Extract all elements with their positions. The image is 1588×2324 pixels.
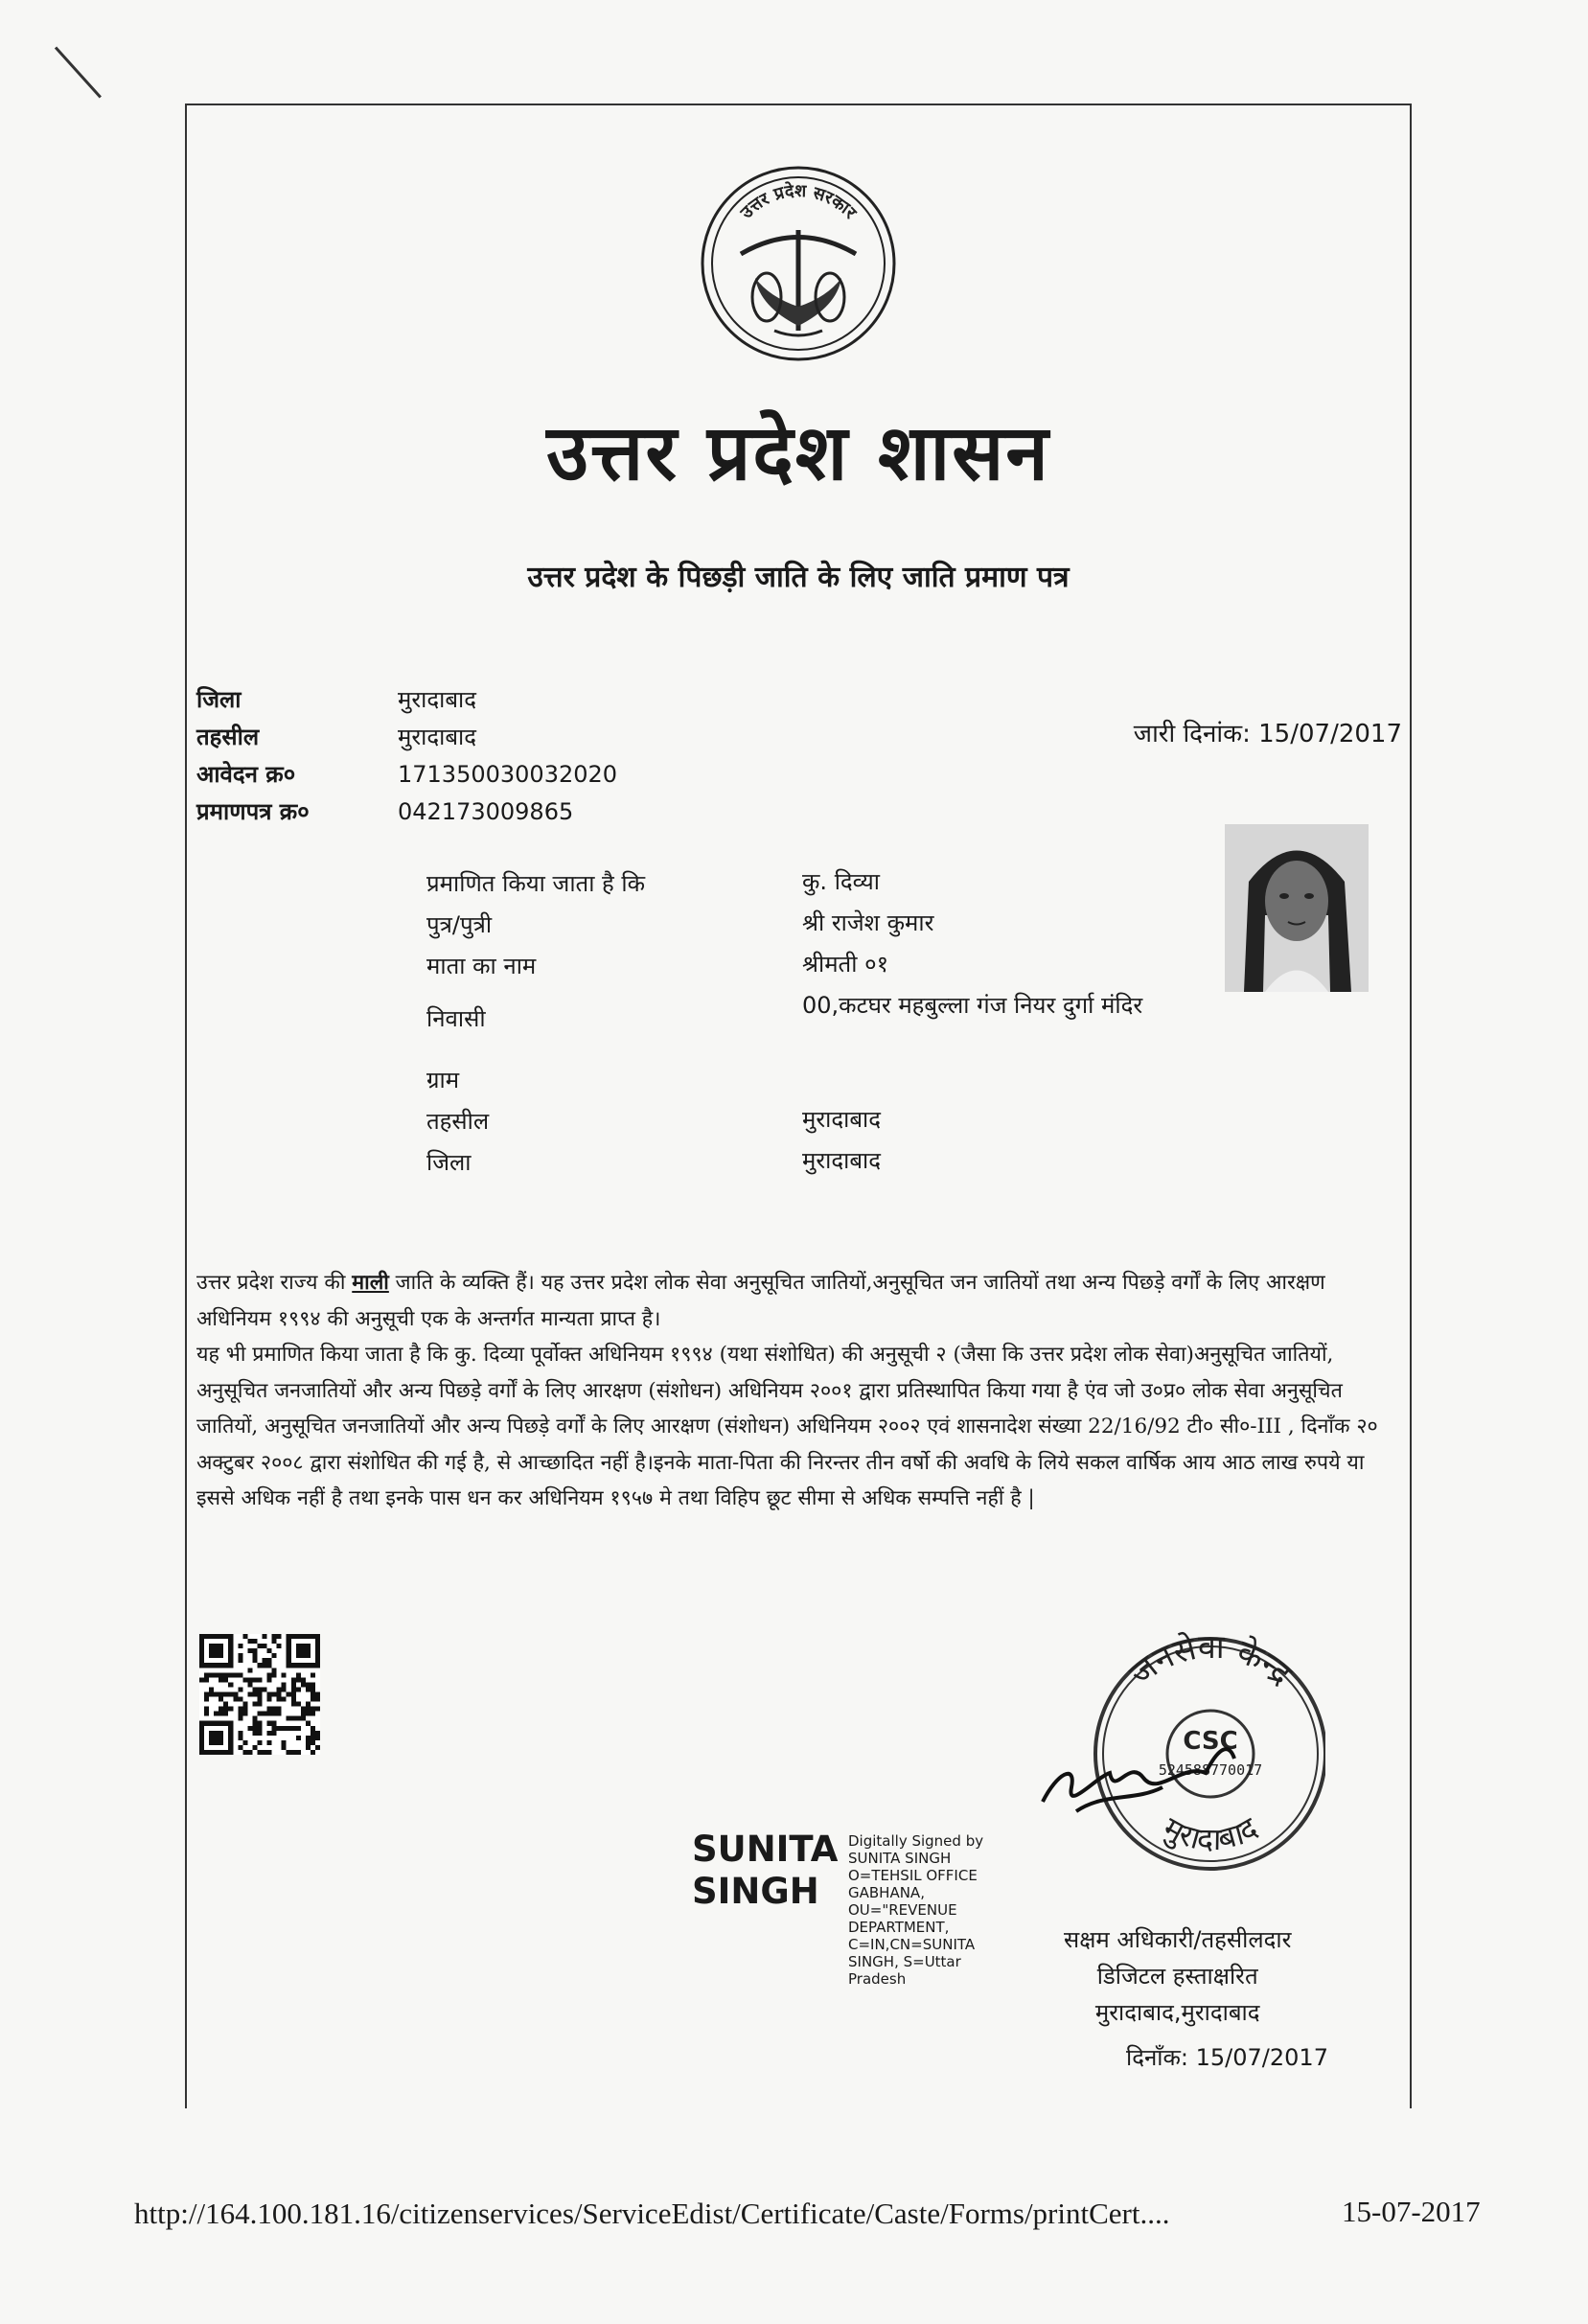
- detail-value: मुरादाबाद: [802, 1147, 882, 1174]
- meta-row-application-no: [196, 755, 781, 793]
- sig-detail-line: C=IN,CN=SUNITA: [848, 1936, 976, 1953]
- svg-text:मुरादाबाद: [1157, 1809, 1264, 1858]
- detail-label: ग्राम: [426, 1067, 460, 1093]
- digital-signature-details: [848, 1832, 983, 1988]
- meta-value: 171350030032020: [398, 760, 618, 788]
- certificate-frame: [185, 104, 1412, 2108]
- body-text-segment: उत्तर प्रदेश राज्य की: [196, 1271, 353, 1295]
- detail-value: [802, 1064, 1185, 1105]
- meta-row-district: [196, 680, 781, 718]
- officer-date: दिनाँक: 15/07/2017: [1126, 2044, 1328, 2071]
- body-text-segment: जाति के व्यक्ति हैं। यह उत्तर प्रदेश लोक सेवा अनुसूचित जातियों,अनुसूचित जन जातियों तथा अन्य पिछड़े वर्गों के लिए आरक्षण अधिनियम १९९४ की अनुसूची एक के अन्तर्गत मान्यता प्राप्त है।: [196, 1271, 1325, 1331]
- stamp-seal-icon: [1038, 1620, 1325, 1888]
- officer-block: [1064, 1921, 1291, 2031]
- sig-detail-line: Digitally Signed by: [848, 1832, 984, 1850]
- issue-date: जारी दिनांक: 15/07/2017: [1133, 720, 1402, 748]
- certificate-body: [196, 1265, 1399, 1517]
- person-photo-icon: [1225, 824, 1369, 992]
- officer-signed-label: डिजिटल हस्ताक्षरित: [1096, 1963, 1258, 1990]
- detail-row-tehsil: [426, 1105, 1185, 1146]
- caste-name: माली: [352, 1271, 389, 1295]
- detail-row-village: [426, 1064, 1185, 1105]
- sig-detail-line: GABHANA,: [848, 1884, 925, 1901]
- state-emblem-icon: [698, 163, 899, 364]
- certificate-subtitle: उत्तर प्रदेश के पिछड़ी जाति के लिए जाति प्रमाण पत्र: [527, 561, 1070, 594]
- footer-url: http://164.100.181.16/citizenservices/ServiceEdist/Certificate/Caste/Forms/printCert....: [134, 2197, 1170, 2230]
- detail-row-district: [426, 1146, 1185, 1187]
- signer-name-line: SUNITA: [692, 1829, 839, 1870]
- officer-place: मुरादाबाद,मुरादाबाद: [1094, 1999, 1260, 2026]
- sig-detail-line: SINGH, S=Uttar: [848, 1953, 961, 1970]
- body-paragraph-2: यह भी प्रमाणित किया जाता है कि कु. दिव्या पूर्वोक्त अधिनियम १९९४ (यथा संशोधित) की अनुसूची २ (जैसा कि उत्तर प्रदेश लोक सेवा)अनुसूचित जातियों, अनुसूचित जनजातियों और अन्य पिछड़े वर्गों के लिए आरक्षण (संशोधन) अधिनियम २००१ द्वारा प्रतिस्थापित किया गया है एंव जो उ०प्र० लोक सेवा अनुसूचित जातियों, अनुसूचित जनजातियों और अन्य पिछड़े वर्गों के लिए आरक्षण (संशोधन) अधिनियम २००२ एवं शासनादेश संख्या 22/16/92 टी० सी०-III , दिनाँक २० अक्टुबर २००८ द्वारा संशोधित की गई है, से आच्छादित नहीं है।इनके माता-पिता की निरन्तर तीन वर्षो की अवधि के लिये सकल वार्षिक आय आठ लाख रुपये या इससे अधिक नहीं है तथा इनके पास धन कर अधिनियम १९५७ मे तथा विहिप छूट सीमा से अधिक सम्पत्ति नहीं है |: [196, 1343, 1378, 1510]
- officer-title: सक्षम अधिकारी/तहसीलदार: [1064, 1926, 1292, 1953]
- svg-text:उत्तर प्रदेश सरकार: उत्तर प्रदेश सरकार: [736, 180, 861, 223]
- detail-label: जिला: [426, 1149, 472, 1176]
- stamp-top-text: जनसेवा केन्द्र: [1122, 1627, 1300, 1694]
- svg-text:जनसेवा केन्द्र: [1122, 1628, 1300, 1694]
- detail-label: निवासी: [426, 1005, 486, 1032]
- stamp-code-text: 524588770017: [1158, 1761, 1263, 1779]
- meta-value: मुरादाबाद: [398, 724, 477, 750]
- qr-code-icon: [199, 1634, 320, 1755]
- meta-value: मुरादाबाद: [398, 686, 477, 713]
- meta-label: तहसील: [196, 724, 260, 750]
- handwritten-signature: [1043, 1749, 1234, 1811]
- stamp-center-text: CSC: [1183, 1727, 1238, 1756]
- detail-value: श्रीमती ०१: [802, 951, 889, 978]
- detail-row-father: [426, 909, 1185, 950]
- detail-label: तहसील: [426, 1108, 490, 1135]
- detail-label: माता का नाम: [426, 953, 537, 979]
- sig-detail-line: O=TEHSIL OFFICE: [848, 1867, 978, 1884]
- sig-detail-line: SUNITA SINGH: [848, 1850, 952, 1867]
- body-paragraph-1: [196, 1265, 1399, 1337]
- meta-block: [196, 680, 781, 830]
- applicant-photo: [1225, 824, 1369, 992]
- detail-value: मुरादाबाद: [802, 1106, 882, 1133]
- meta-row-certificate-no: [196, 793, 781, 830]
- footer-date: 15-07-2017: [1342, 2195, 1481, 2228]
- stamp-bottom-text: मुरादाबाद: [1157, 1809, 1264, 1858]
- meta-label: प्रमाणपत्र क्र०: [196, 798, 310, 825]
- detail-value: कु. दिव्या: [802, 868, 880, 895]
- signer-name-line: SINGH: [692, 1871, 819, 1912]
- detail-row-address: [426, 991, 1185, 1064]
- meta-label: आवेदन क्र०: [196, 761, 296, 788]
- detail-row-mother: [426, 950, 1185, 991]
- csc-stamp: [1038, 1620, 1325, 1888]
- meta-row-tehsil: [196, 718, 781, 755]
- detail-value: श्री राजेश कुमार: [802, 909, 934, 936]
- applicant-details: [426, 867, 1185, 1187]
- detail-value: 00,कटघर महबुल्ला गंज नियर दुर्गा मंदिर: [802, 992, 1143, 1019]
- detail-label: पुत्र/पुत्री: [426, 911, 493, 938]
- meta-label: जिला: [196, 686, 242, 713]
- sig-detail-line: DEPARTMENT,: [848, 1919, 950, 1936]
- meta-value: 042173009865: [398, 797, 574, 825]
- sig-detail-line: OU="REVENUE: [848, 1901, 957, 1919]
- page-title: उत्तर प्रदेश शासन: [546, 407, 1050, 497]
- sig-detail-line: Pradesh: [848, 1970, 907, 1988]
- scan-mark: [55, 46, 102, 98]
- detail-label: प्रमाणित किया जाता है कि: [426, 870, 646, 897]
- detail-row-name: [426, 867, 1185, 909]
- digital-signer-name: [692, 1829, 838, 1913]
